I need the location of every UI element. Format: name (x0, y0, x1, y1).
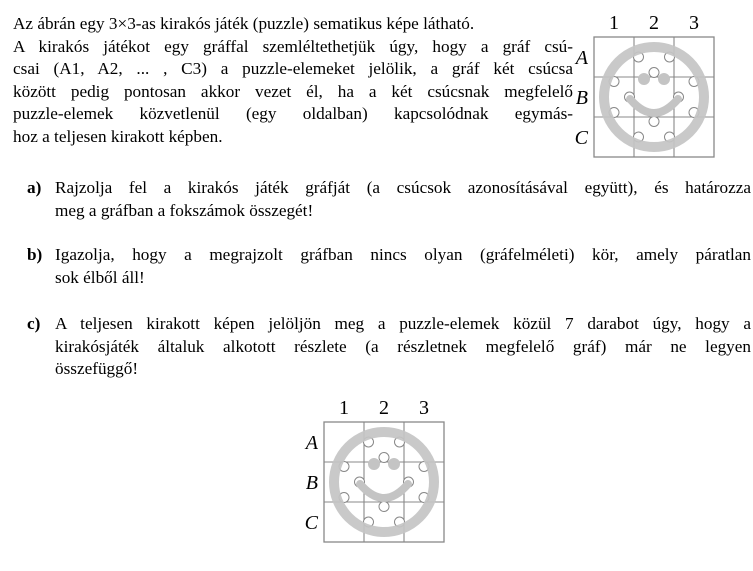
row-label: B (575, 87, 588, 109)
column-label: 1 (339, 397, 349, 419)
intro-line: hoz a teljesen kirakott képben. (13, 126, 223, 146)
question-line: Rajzolja fel a kirakós játék gráfját (a csúcsok azonosításával együtt), és határozza (55, 178, 751, 197)
row-label: B (305, 472, 318, 494)
puzzle-knob (379, 502, 389, 512)
question-line: A teljesen kirakott képen jelöljön meg a puzzle-elemek közül 7 darabot úgy, hogy a (55, 314, 751, 333)
column-label: 3 (419, 397, 429, 419)
smiley-eye (388, 458, 400, 470)
question-label: b) (27, 245, 43, 264)
puzzle-knob (379, 453, 389, 463)
row-label: C (574, 127, 588, 149)
puzzle-knob (649, 117, 659, 127)
intro-line: Az ábrán egy 3×3-as kirakós játék (puzzle) sematikus képe látható. (13, 14, 475, 33)
question-line: kirakósjáték általuk alkotott részlete (a részletnek megfelelő gráf) már ne legyen (55, 336, 751, 356)
question-line: sok élből áll! (55, 267, 145, 287)
question-line: Igazolja, hogy a megrajzolt gráfban nincs olyan (gráfelméleti) kör, amely páratlan (55, 245, 751, 264)
puzzle-grid (574, 12, 714, 157)
intro-line: puzzle-elemek közvetlenül (egy oldalban) kapcsolódnak egymás- (13, 104, 573, 124)
row-label: A (575, 47, 588, 69)
column-label: 3 (689, 12, 699, 34)
puzzle-diagram (560, 8, 730, 168)
column-label: 2 (379, 397, 389, 419)
puzzle-diagram (290, 393, 460, 553)
question-label: c) (27, 314, 41, 333)
question-line: meg a gráfban a fokszámok összegét! (55, 200, 314, 220)
smiley-mouth (360, 484, 408, 498)
smiley-face (604, 47, 704, 147)
question-text (55, 313, 751, 381)
column-label: 1 (609, 12, 619, 34)
intro-line: A kirakós játékot egy gráffal szemléltethetjük úgy, hogy a gráf csú- (13, 36, 573, 56)
grid-frame (324, 422, 444, 542)
smiley-face (334, 432, 434, 532)
intro-line: között pedig pontosan akkor vezet él, ha a két csúcsnak megfelelő (13, 81, 573, 101)
intro-line: csai (A1, A2, ... , C3) a puzzle-elemeket jelölik, a gráf két csúcsa (13, 59, 573, 79)
question-text (55, 244, 751, 289)
question-text (55, 177, 751, 222)
question-label: a) (27, 178, 42, 197)
puzzle-figure-top (560, 8, 730, 173)
puzzle-grid (304, 397, 444, 542)
question-line: összefüggő! (55, 359, 139, 379)
smiley-mouth (630, 99, 678, 113)
puzzle-figure-bottom (290, 393, 460, 558)
smiley-eye (658, 73, 670, 85)
intro-paragraph (13, 13, 573, 149)
row-label: C (304, 512, 318, 534)
column-label: 2 (649, 12, 659, 34)
smiley-eye (368, 458, 380, 470)
grid-frame (594, 37, 714, 157)
smiley-eye (638, 73, 650, 85)
puzzle-knob (649, 68, 659, 78)
row-label: A (305, 432, 318, 454)
